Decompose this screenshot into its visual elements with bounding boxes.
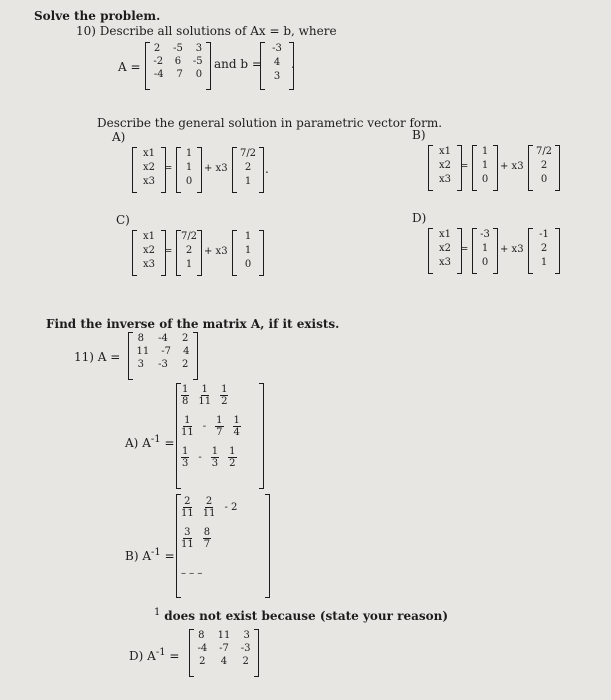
q10-b-entry: 3 (273, 71, 281, 82)
q11-option-b-denominator: 7 (203, 539, 211, 550)
q11-option-a-fraction (181, 446, 189, 469)
q10-a-cell: 6 (174, 56, 182, 67)
q10-option-c-v2-entry: 1 (244, 231, 252, 242)
q11-option-a-matrix (176, 383, 264, 489)
q11-option-a-numerator: 1 (182, 446, 189, 457)
q10-option-b-v1-entry: 0 (481, 174, 489, 185)
q10-option-d-x-vector (428, 228, 462, 274)
q10-a-cell: 3 (195, 43, 203, 54)
q11-option-d-sup: -1 (155, 647, 166, 658)
q10-option-a-label: A) (112, 130, 126, 144)
q11-option-a-fraction (181, 384, 189, 407)
q10-option-a-x-col (137, 147, 161, 189)
q11-a-cell: -3 (158, 359, 168, 370)
q11-option-b-numerator: 2 (184, 496, 191, 507)
q10-a-row (150, 42, 206, 55)
q10-option-a-v1 (176, 147, 202, 193)
q10-option-b-v2-col (533, 145, 555, 187)
q11-option-a-numerator: 1 (184, 415, 191, 426)
q11-option-a-fraction (215, 415, 223, 438)
q10-option-a-x-vector (132, 147, 166, 193)
q11-option-a-fraction (198, 384, 211, 407)
q11-option-a-numerator: 1 (233, 415, 240, 426)
q10-option-c-v1-entry: 1 (185, 259, 193, 270)
q10-option-a-end: . (265, 162, 269, 176)
q10-a-cell: 7 (176, 69, 183, 80)
q11-option-a-ainv: A (142, 436, 151, 450)
q10-option-b-v1-entry: 1 (481, 160, 489, 171)
q11-a-row (133, 332, 193, 345)
q11-option-a-denominator: 3 (211, 458, 219, 469)
q11-option-d-cell: 8 (198, 630, 205, 641)
q10-b-entry: 4 (273, 57, 281, 68)
q10-option-c-equals: = (164, 246, 173, 257)
q11-option-a-letter: A) (125, 436, 139, 450)
q10-option-c-v1-entry: 2 (185, 245, 193, 256)
q11-option-b-fraction (181, 527, 194, 550)
q10-option-c-x-col (137, 230, 161, 272)
q10-option-d-equals: = (460, 244, 469, 255)
q10-option-d-label: D) (412, 211, 427, 225)
q11-option-b-numerator: 3 (184, 527, 191, 538)
q11-option-d-cell: 3 (243, 630, 250, 641)
q11-a-cell: 8 (137, 333, 144, 344)
q10-a-cell: -5 (192, 56, 203, 67)
q10-option-a-v2-entry: 2 (244, 162, 252, 173)
q11-option-a-denominator: 11 (181, 427, 194, 438)
q11-option-c-number: 1 (154, 607, 161, 618)
q10-option-b-plus-x3: + x3 (500, 161, 524, 172)
q11-a-cell: 2 (182, 333, 189, 344)
q11-option-a-denominator: 2 (221, 396, 228, 407)
q11-option-a-sup: -1 (150, 434, 161, 445)
q10-option-d-v1 (472, 228, 498, 274)
q10-option-b-var-entry: x3 (438, 174, 451, 185)
q10-a-cell: -4 (153, 69, 164, 80)
q10-option-c-v2 (232, 230, 264, 276)
q11-option-d-letter: D) (129, 649, 144, 663)
q11-option-b-fraction (181, 496, 194, 519)
q10-option-a-var-entry: x3 (142, 176, 155, 187)
q11-option-a-equals: = (164, 436, 175, 450)
q11-matrix-a (128, 332, 198, 380)
q11-option-a-fraction (233, 415, 241, 438)
q11-option-b-denominator: 11 (181, 508, 194, 519)
q10-option-c-var-entry: x1 (142, 231, 155, 242)
q11-option-c (154, 607, 448, 623)
q10-a-cell: -5 (173, 43, 183, 54)
q11-option-a-sign: - (198, 452, 202, 463)
q10-a-row (150, 55, 206, 68)
q10-option-a-v2-entry: 7/2 (239, 148, 257, 159)
q10-option-b-v2-entry: 0 (540, 174, 548, 185)
q10-option-c-var-entry: x3 (142, 259, 155, 270)
q11-option-d-cell: -3 (240, 643, 251, 654)
q11-option-d-cell: -4 (197, 643, 208, 654)
q11-option-b-row (181, 568, 265, 579)
q10-option-b-x-vector (428, 145, 462, 191)
q10-option-c-v1-col (181, 230, 197, 272)
q11-option-b-label (125, 547, 175, 563)
q11-a-cell: 11 (136, 346, 150, 357)
q11-option-b-blank: – – – (181, 568, 203, 579)
q11-option-b-sup: -1 (151, 547, 161, 558)
q11-option-a-numerator: 1 (211, 446, 219, 457)
q11-option-a-fraction (220, 384, 228, 407)
q10-option-d-v2-entry: 2 (540, 243, 548, 254)
q11-a-cell: 2 (182, 359, 189, 370)
q11-option-a-label (125, 434, 175, 450)
q10-and-b: and b = (214, 57, 262, 71)
q11-option-a-row (181, 384, 259, 407)
q10-option-d-x-col (433, 228, 457, 270)
q11-a-label: 11) A = (74, 350, 121, 364)
q11-option-d-cell: 11 (217, 630, 231, 641)
q10-option-b-equals: = (460, 161, 469, 172)
q11-a-cell: -4 (158, 333, 168, 344)
q10-option-a-v2-col (237, 147, 259, 189)
q10-option-d-v2-entry: 1 (540, 257, 548, 268)
q11-option-b-last: - 2 (224, 502, 238, 513)
q11-option-a-denominator: 2 (229, 458, 236, 469)
q10-option-b-x-col (433, 145, 457, 187)
q10-option-d-var-entry: x3 (438, 257, 451, 268)
q10-option-b-v1 (472, 145, 498, 191)
q11-a-cell: 3 (137, 359, 144, 370)
q11-option-a-numerator: 1 (216, 415, 223, 426)
q11-option-b-equals: = (164, 549, 175, 563)
q11-option-b-row (181, 527, 265, 550)
q10-option-c-v2-col (237, 230, 259, 272)
q11-option-b-letter: B) (125, 549, 139, 563)
q11-option-a-sign: - (202, 421, 207, 432)
q11-option-d-cell: 2 (242, 656, 249, 667)
q11-option-a-denominator: 8 (182, 396, 189, 407)
q11-option-a-fraction (181, 415, 194, 438)
q10-option-c-var-entry: x2 (142, 245, 155, 256)
q11-option-d-cell: -7 (219, 643, 229, 654)
q10-a-label: A = (118, 60, 141, 74)
q10-vector-b (260, 42, 294, 90)
q10-option-d-var-entry: x2 (438, 243, 451, 254)
q10-a-cell: 0 (195, 69, 203, 80)
q10-option-b-var-entry: x1 (438, 146, 451, 157)
q11-a-row (133, 358, 193, 371)
q10-option-b-v2-entry: 2 (540, 160, 548, 171)
q10-period: . (291, 57, 295, 71)
q10-matrix-a (145, 42, 211, 90)
q10-b-entry: -3 (272, 43, 282, 54)
q10-option-b-var-entry: x2 (438, 160, 451, 171)
q11-a-cell: -7 (161, 346, 172, 357)
q11-option-b-numerator: 2 (205, 496, 213, 507)
q11-option-a-numerator: 1 (229, 446, 236, 457)
q10-option-d-v1-col (477, 228, 493, 270)
q10-option-b-label: B) (412, 128, 426, 142)
q10-option-a-v1-entry: 0 (185, 176, 193, 187)
q10-option-a-plus-x3: + x3 (204, 163, 228, 174)
q10-option-c-v2-entry: 1 (244, 245, 252, 256)
q11-option-a-row (181, 446, 259, 469)
q11-option-a-denominator: 7 (216, 427, 223, 438)
q11-option-a-numerator: 1 (182, 384, 189, 395)
q11-option-d-cell: 4 (220, 656, 228, 667)
q11-option-d-matrix (189, 629, 259, 677)
q11-option-a-fraction (228, 446, 236, 469)
q11-option-a-fraction (211, 446, 219, 469)
q10-option-a-v2 (232, 147, 264, 193)
q10-option-c-label: C) (116, 213, 130, 227)
q10-option-d-v2-col (533, 228, 555, 270)
q10-option-d-plus-x3: + x3 (500, 244, 524, 255)
q11-option-b-matrix (176, 494, 270, 598)
q11-option-b-numerator: 8 (203, 527, 211, 538)
section-heading: Solve the problem. (34, 9, 161, 23)
q11-heading: Find the inverse of the matrix A, if it exists. (46, 317, 340, 331)
q11-option-a-denominator: 4 (233, 427, 240, 438)
q11-option-a-numerator: 1 (201, 384, 208, 395)
q10-option-b-v2 (528, 145, 560, 191)
q11-option-d-ainv: A (147, 649, 156, 663)
q10-a-row (150, 68, 206, 81)
q11-option-d-label (129, 647, 179, 663)
q10-option-b-v2-entry: 7/2 (535, 146, 553, 157)
q11-a-cell: 4 (183, 346, 190, 357)
q11-option-b-denominator: 11 (181, 539, 194, 550)
q10-option-a-v1-col (181, 147, 197, 189)
q10-instruction: Describe the general solution in parametric vector form. (97, 116, 443, 130)
q11-option-d-cell: 2 (199, 656, 206, 667)
q11-option-b-fraction (203, 496, 216, 519)
q10-option-a-var-entry: x1 (142, 148, 155, 159)
q10-option-a-equals: = (164, 163, 173, 174)
q11-option-d-equals: = (169, 649, 180, 663)
q11-option-b-denominator: 11 (202, 508, 216, 519)
q11-a-row (133, 345, 193, 358)
q11-option-b-ainv: A (142, 549, 151, 563)
q10-option-a-v2-entry: 1 (244, 176, 252, 187)
q10-option-a-var-entry: x2 (142, 162, 155, 173)
q10-option-c-plus-x3: + x3 (204, 246, 228, 257)
q10-option-a-v1-entry: 1 (185, 162, 193, 173)
q10-option-d-v1-entry: 1 (481, 243, 489, 254)
q11-option-a-denominator: 11 (198, 396, 212, 407)
q10-option-d-v2 (528, 228, 560, 274)
q10-a-cell: 2 (153, 43, 161, 54)
q10-option-c-v1-entry: 7/2 (180, 231, 198, 242)
q11-option-b-row (181, 496, 265, 519)
q10-option-d-v1-entry: 0 (481, 257, 489, 268)
q11-option-d-row (194, 655, 254, 668)
q10-option-c-x-vector (132, 230, 166, 276)
q10-option-a-v1-entry: 1 (185, 148, 193, 159)
q11-option-c-text: does not exist because (state your reason) (164, 609, 449, 623)
q10-option-d-v1-entry: -3 (480, 229, 490, 240)
q11-option-a-row (181, 415, 259, 438)
q10-option-c-v2-entry: 0 (244, 259, 252, 270)
q10-a-cell: -2 (153, 56, 164, 67)
q11-option-d-row (194, 629, 254, 642)
q10-option-d-v2-entry: -1 (539, 229, 549, 240)
q11-option-d-row (194, 642, 254, 655)
q10-option-b-v1-col (477, 145, 493, 187)
q10-option-b-v1-entry: 1 (481, 146, 489, 157)
q10-option-d-var-entry: x1 (438, 229, 451, 240)
q11-option-a-denominator: 3 (182, 458, 189, 469)
q10-option-c-v1 (176, 230, 202, 276)
q11-option-a-numerator: 1 (221, 384, 228, 395)
q10-prompt: 10) Describe all solutions of Ax = b, where (76, 24, 337, 38)
q11-option-b-fraction (203, 527, 211, 550)
